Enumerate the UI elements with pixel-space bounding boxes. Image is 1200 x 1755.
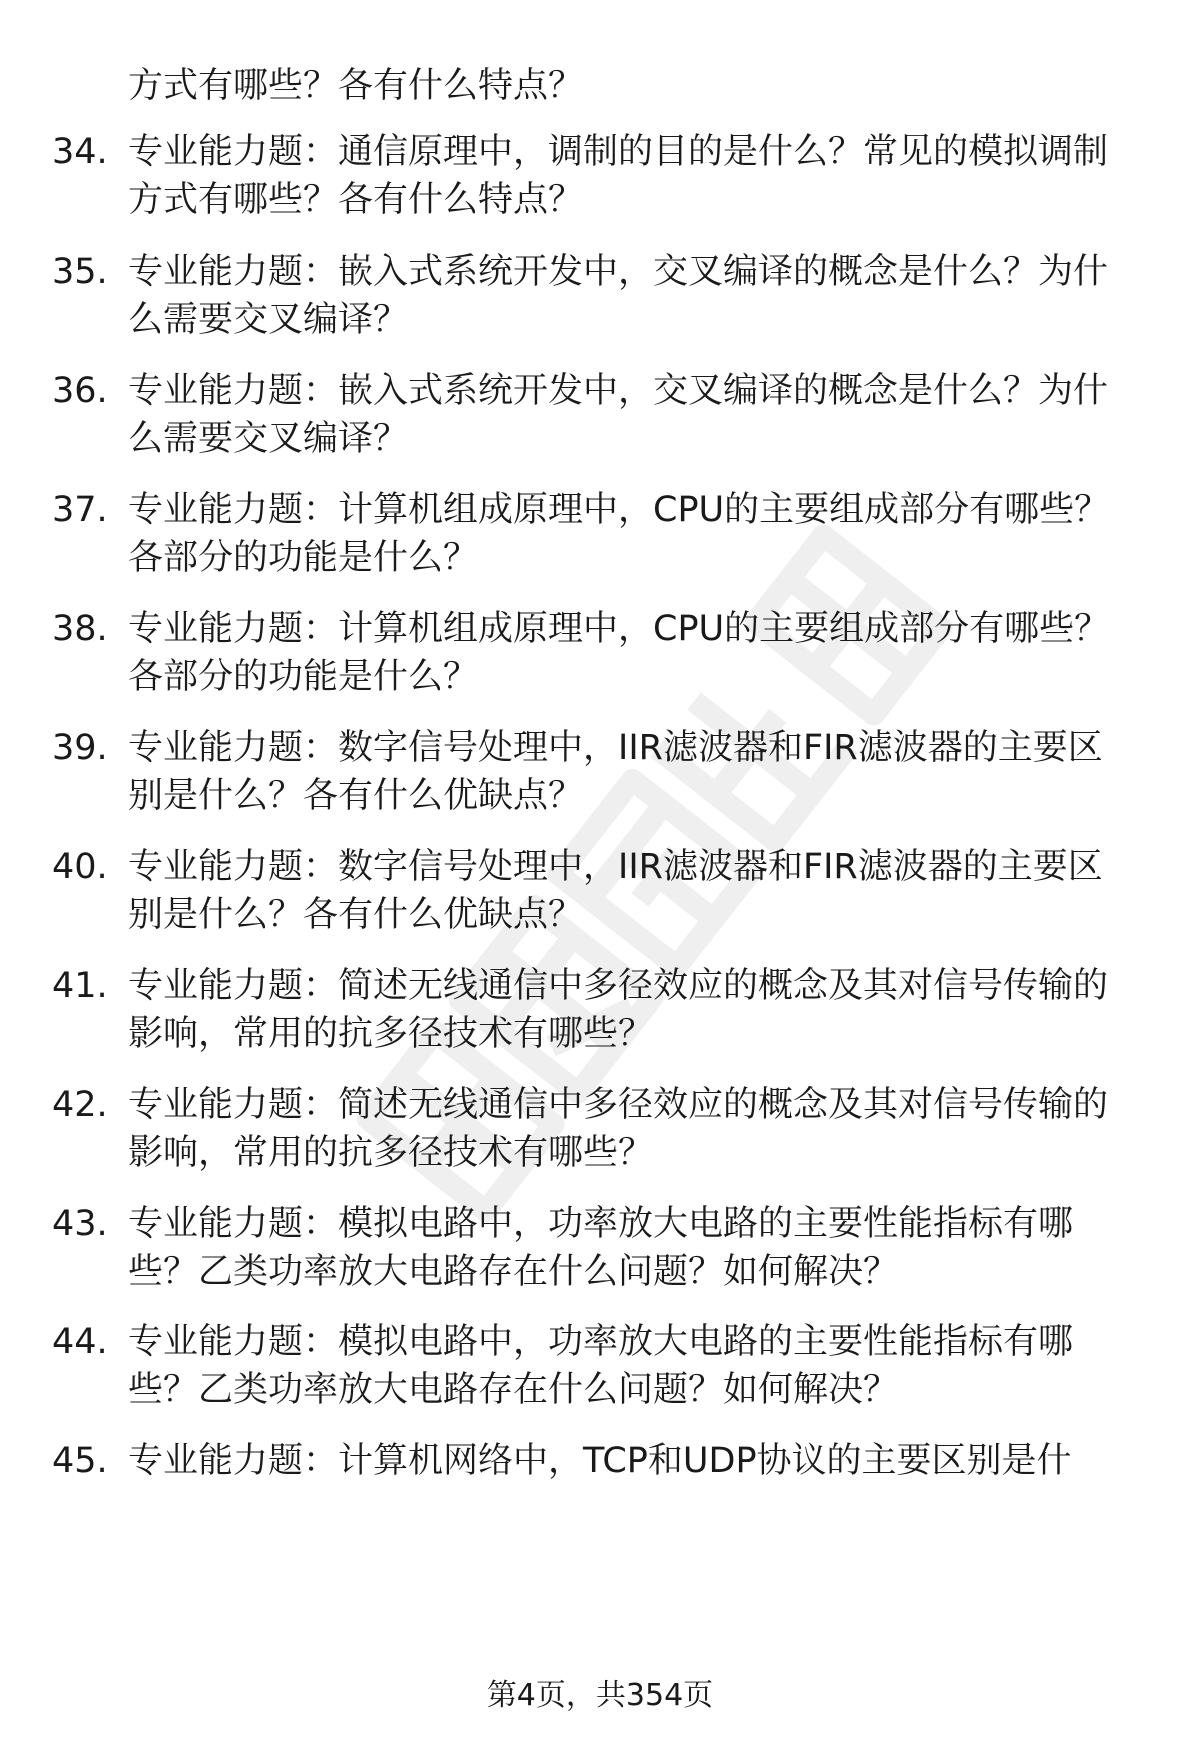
question-line: 方式有哪些？各有什么特点？ bbox=[128, 180, 584, 220]
question-text bbox=[128, 962, 1148, 1058]
question-text bbox=[128, 605, 1148, 701]
question-line: 各部分的功能是什么？ bbox=[128, 657, 479, 697]
question-line: 专业能力题：简述无线通信中多径效应的概念及其对信号传输的 bbox=[128, 966, 1109, 1006]
question-number: 41. bbox=[52, 966, 108, 1006]
question-line: 影响，常用的抗多径技术有哪些？ bbox=[128, 1133, 654, 1173]
question-line: 么需要交叉编译？ bbox=[128, 419, 409, 459]
question-line: 别是什么？各有什么优缺点？ bbox=[128, 895, 584, 935]
question-line: 专业能力题：数字信号处理中，IIR滤波器和FIR滤波器的主要区 bbox=[128, 728, 1103, 768]
question-line: 些？乙类功率放大电路存在什么问题？如何解决？ bbox=[128, 1370, 899, 1410]
question-text bbox=[128, 128, 1148, 224]
question-text bbox=[128, 1318, 1148, 1414]
question-text bbox=[128, 843, 1148, 939]
question-number: 43. bbox=[52, 1204, 108, 1244]
question-line: 么需要交叉编译？ bbox=[128, 300, 409, 340]
question-number: 45. bbox=[52, 1441, 108, 1481]
question-line: 专业能力题：模拟电路中，功率放大电路的主要性能指标有哪 bbox=[128, 1322, 1074, 1362]
question-line: 别是什么？各有什么优缺点？ bbox=[128, 776, 584, 816]
question-text bbox=[128, 1081, 1148, 1177]
question-number: 39. bbox=[52, 728, 108, 768]
question-number: 37. bbox=[52, 490, 108, 530]
question-number: 38. bbox=[52, 609, 108, 649]
question-text bbox=[128, 367, 1148, 463]
continuation-text: 方式有哪些？各有什么特点？ bbox=[128, 66, 584, 106]
question-line: 专业能力题：嵌入式系统开发中，交叉编译的概念是什么？为什 bbox=[128, 371, 1109, 411]
question-line: 专业能力题：计算机网络中，TCP和UDP协议的主要区别是什 bbox=[128, 1441, 1072, 1481]
question-number: 35. bbox=[52, 252, 108, 292]
question-line: 各部分的功能是什么？ bbox=[128, 538, 479, 578]
question-text bbox=[128, 486, 1148, 582]
question-line: 专业能力题：模拟电路中，功率放大电路的主要性能指标有哪 bbox=[128, 1204, 1074, 1244]
question-number: 36. bbox=[52, 371, 108, 411]
question-number: 40. bbox=[52, 847, 108, 887]
question-line: 影响，常用的抗多径技术有哪些？ bbox=[128, 1014, 654, 1054]
question-text bbox=[128, 248, 1148, 344]
question-line: 专业能力题：嵌入式系统开发中，交叉编译的概念是什么？为什 bbox=[128, 252, 1109, 292]
question-line: 专业能力题：计算机组成原理中，CPU的主要组成部分有哪些？ bbox=[128, 609, 1110, 649]
question-number: 42. bbox=[52, 1085, 108, 1125]
question-number: 34. bbox=[52, 132, 108, 172]
question-line: 专业能力题：数字信号处理中，IIR滤波器和FIR滤波器的主要区 bbox=[128, 847, 1103, 887]
question-text bbox=[128, 1200, 1148, 1296]
page-footer: 第4页，共354页 bbox=[486, 1678, 714, 1713]
question-line: 专业能力题：计算机组成原理中，CPU的主要组成部分有哪些？ bbox=[128, 490, 1110, 530]
question-text bbox=[128, 724, 1148, 820]
question-line: 些？乙类功率放大电路存在什么问题？如何解决？ bbox=[128, 1252, 899, 1292]
question-line: 专业能力题：简述无线通信中多径效应的概念及其对信号传输的 bbox=[128, 1085, 1109, 1125]
question-line: 专业能力题：通信原理中，调制的目的是什么？常见的模拟调制 bbox=[128, 132, 1109, 172]
question-number: 44. bbox=[52, 1322, 108, 1362]
question-text bbox=[128, 1437, 1148, 1485]
